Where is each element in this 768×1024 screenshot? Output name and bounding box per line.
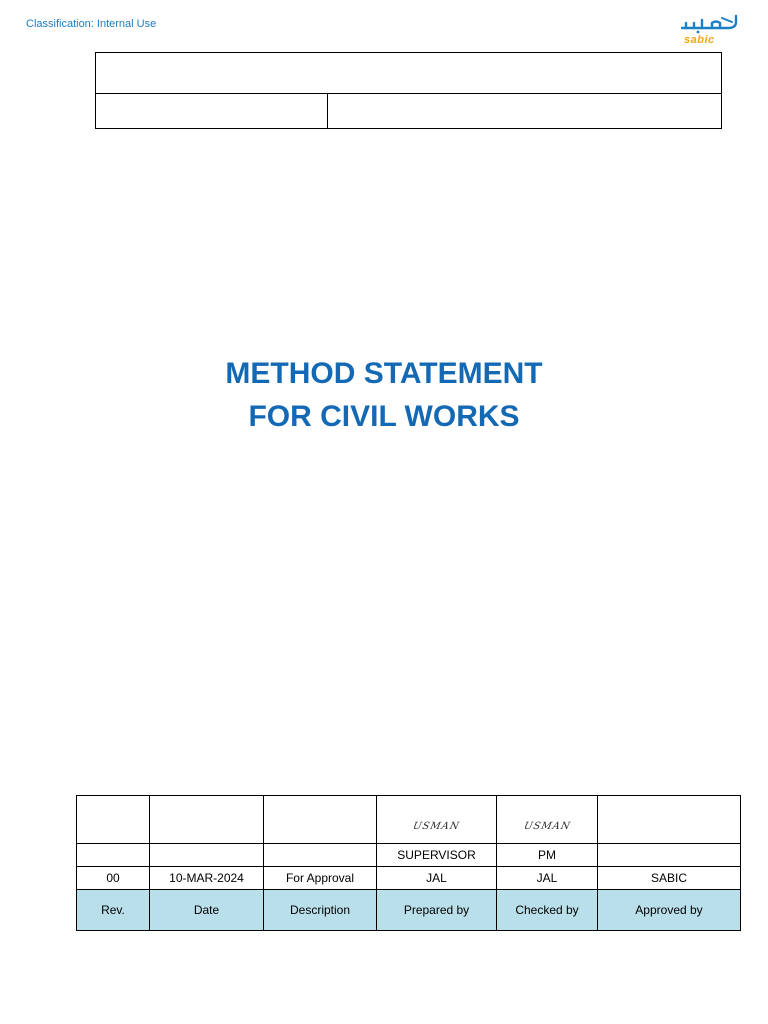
checked-signature-cell (497, 796, 598, 844)
approved-by-header: Approved by (598, 890, 741, 931)
rev-header: Rev. (77, 890, 150, 931)
document-header-table (95, 52, 722, 129)
header-title-cell (96, 53, 722, 94)
date-header: Date (150, 890, 264, 931)
table-cell (77, 844, 150, 867)
revision-header-row (77, 890, 741, 931)
title-line-2: FOR CIVIL WORKS (248, 400, 520, 433)
checked-role: PM (497, 844, 598, 867)
checked-by-value: JAL (497, 867, 598, 890)
table-cell (150, 796, 264, 844)
approved-by-value: SABIC (598, 867, 741, 890)
document-title (0, 352, 768, 438)
table-cell (150, 844, 264, 867)
prepared-by-value: JAL (377, 867, 497, 890)
table-cell (264, 796, 377, 844)
title-line-1: METHOD STATEMENT (225, 357, 543, 390)
revision-table (76, 795, 741, 931)
sabic-arabic-wordmark (676, 14, 746, 36)
table-cell (598, 844, 741, 867)
prepared-role: SUPERVISOR (377, 844, 497, 867)
table-cell (264, 844, 377, 867)
classification-label: Classification: Internal Use (26, 18, 157, 30)
rev-value: 00 (77, 867, 150, 890)
table-cell (598, 796, 741, 844)
signature-row (77, 796, 741, 844)
header-right-cell (328, 94, 722, 129)
description-header: Description (264, 890, 377, 931)
sabic-latin-wordmark: sabic (684, 34, 715, 46)
description-value: For Approval (264, 867, 377, 890)
sabic-logo (676, 14, 746, 50)
checked-signature: USMAN (522, 821, 572, 832)
prepared-signature: USMAN (412, 821, 461, 832)
header-left-cell (96, 94, 328, 129)
date-value: 10-MAR-2024 (150, 867, 264, 890)
prepared-signature-cell (377, 796, 497, 844)
checked-by-header: Checked by (497, 890, 598, 931)
role-row (77, 844, 741, 867)
table-cell (77, 796, 150, 844)
prepared-by-header: Prepared by (377, 890, 497, 931)
revision-data-row (77, 867, 741, 890)
